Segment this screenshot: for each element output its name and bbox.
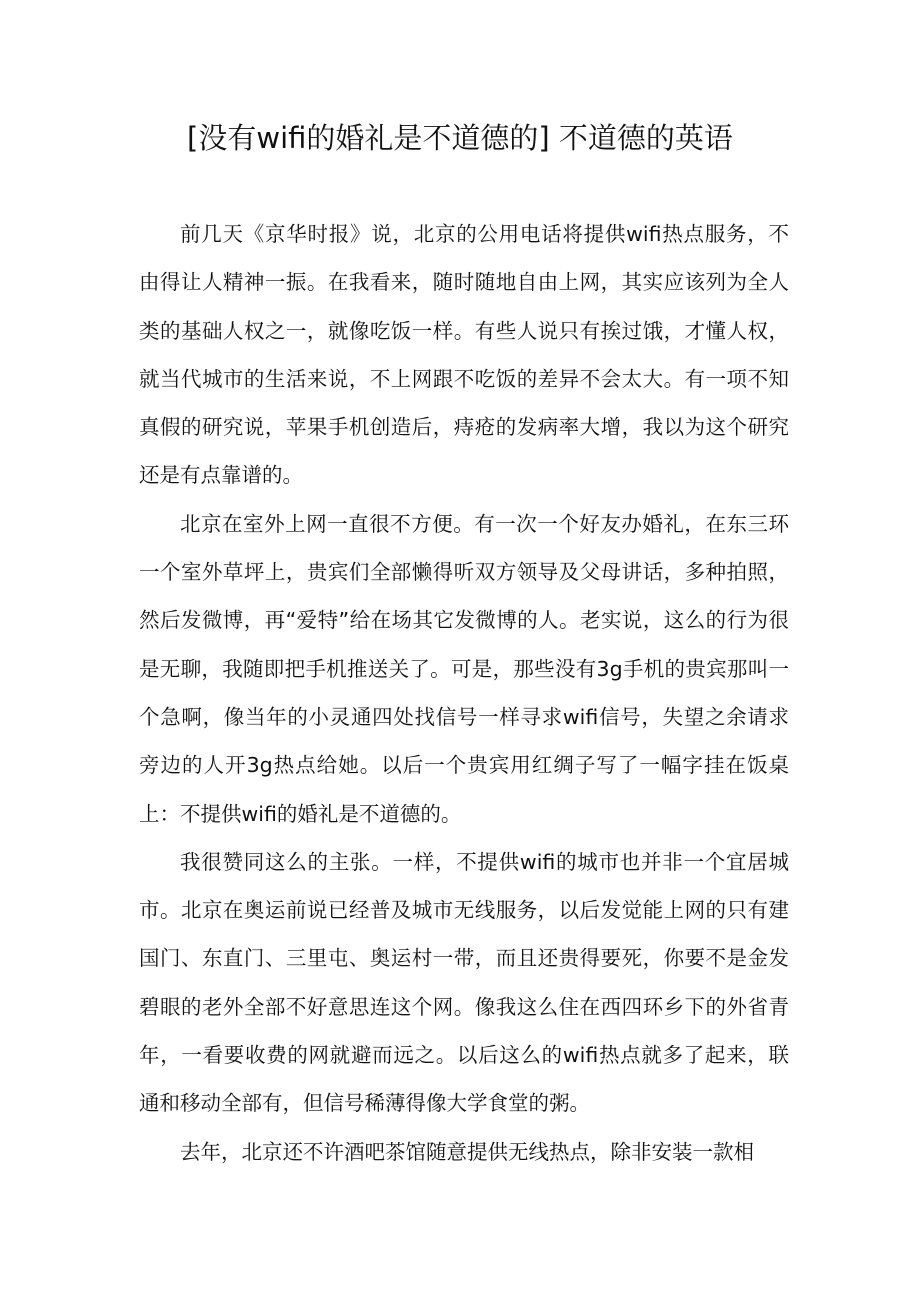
document-body [139,210,789,1176]
paragraph-3: 我很赞同这么的主张。一样，不提供wifi的城市也并非一个宜居城市。北京在奥运前说已经普及城市无线服务，以后发觉能上网的只有建国门、东直门、三里屯、奥运村一带，而且还贵得要死，你要不是金发碧眼的老外全部不好意思连这个网。像我这么住在西四环乡下的外省青年，一看要收费的网就避而远之。以后这么的wifi热点就多了起来，联通和移动全部有，但信号稀薄得像大学食堂的粥。 [139,849,789,1116]
document-title: [没有wifi的婚礼是不道德的] 不道德的英语 [187,121,733,155]
paragraph-1: 前几天《京华时报》说，北京的公用电话将提供wifi热点服务，不由得让人精神一振。在我看来，随时随地自由上网，其实应该列为全人类的基础人权之一，就像吃饭一样。有些人说只有挨过饿，才懂人权，就当代城市的生活来说，不上网跟不吃饭的差异不会太大。有一项不知真假的研究说，苹果手机创造后，痔疮的发病率大增，我以为这个研究还是有点靠谱的。 [139,222,789,488]
paragraph-2: 北京在室外上网一直很不方便。有一次一个好友办婚礼，在东三环一个室外草坪上，贵宾们全部懒得听双方领导及父母讲话，多种拍照，然后发微博，再“爱特”给在场其它发微博的人。老实说，这么的行为很是无聊，我随即把手机推送关了。可是，那些没有3g手机的贵宾那叫一个急啊，像当年的小灵通四处找信号一样寻求wifi信号，失望之余请求旁边的人开3g热点给她。以后一个贵宾用红绸子写了一幅字挂在饭桌上：不提供wifi的婚礼是不道德的。 [139,511,789,826]
paragraph-4: 去年，北京还不许酒吧茶馆随意提供无线热点，除非安装一款相 [180,1139,754,1164]
